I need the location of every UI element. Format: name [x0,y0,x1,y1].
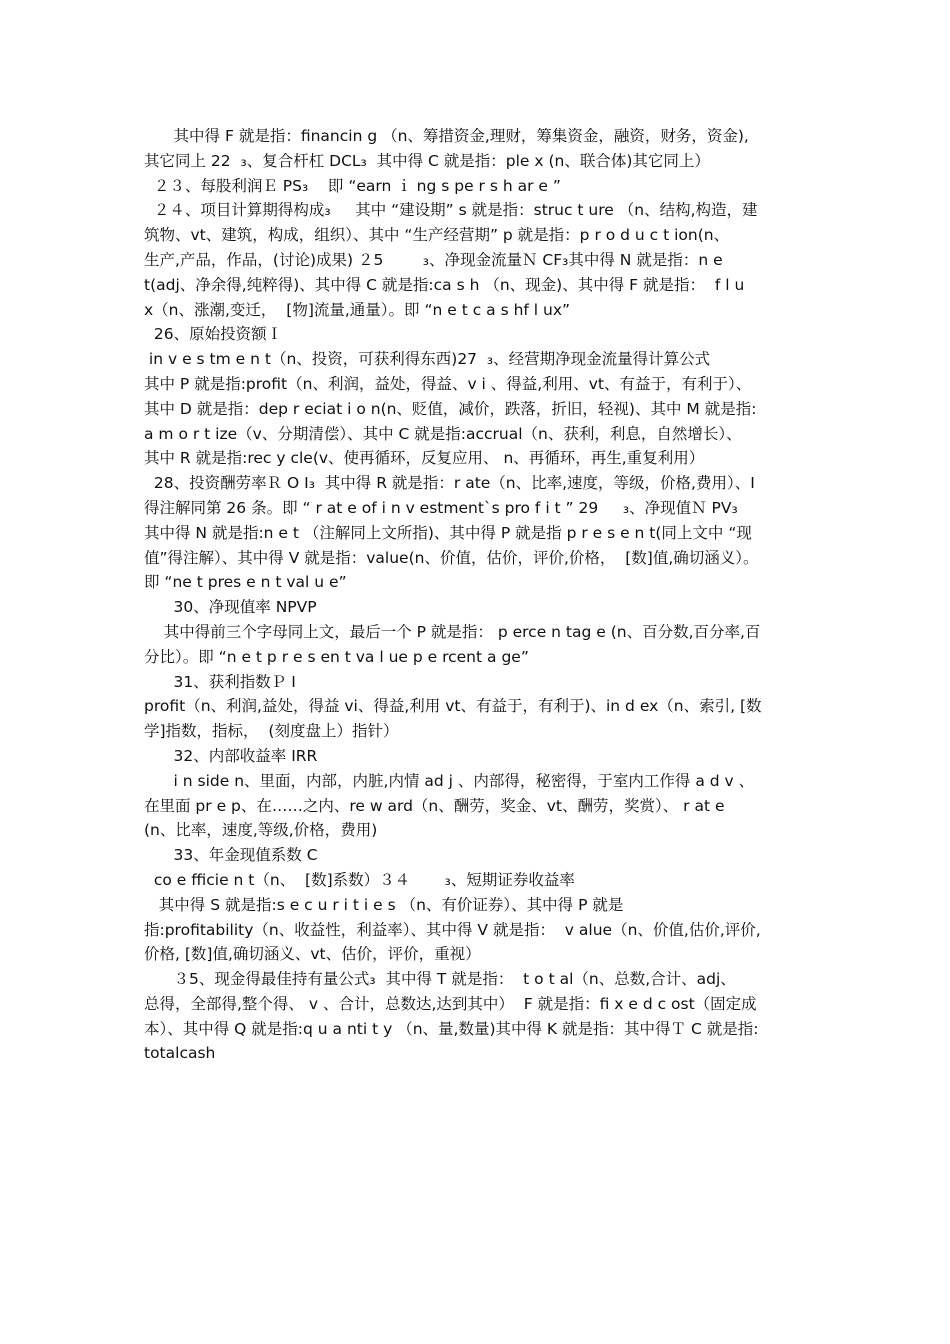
text-line: profit（n、利润,益处，得益 vi、得益,利用 vt、有益于，有利于)、in d ex（n、索引, [数 [144,697,762,716]
text-line: in v e s tm e n t（n、投资，可获利得东西)27 ₃、经营期净现金流量得计算公式 [144,350,711,369]
text-line: t(adj、净余得,纯粹得)、其中得 C 就是指:ca s h （n、现金)、其中得 F 就是指： f l u [144,275,745,294]
text-line: a m o r t ize（v、分期清偿）、其中 C 就是指:accrual（n、获利，利息，自然增长）、 [144,424,742,443]
text-line: 其中 R 就是指:rec y cle(v、使再循环，反复应用、 n、再循环，再生,重复利用） [144,449,705,468]
text-line: 即 “ne t pres e n t val u e” [144,573,347,592]
text-line: ３5、现金得最佳持有量公式₃ 其中得 T 就是指： t o t al（n、总数,合计、adj、 [144,970,736,989]
text-line: x（n、涨潮,变迁， [物]流量,通量）。即 “n e t c a s hf l ux” [144,300,571,319]
text-line: 本）、其中得 Q 就是指:q u a nti t y （n、量,数量)其中得 K 就是指：其中得Ｔ C 就是指: [144,1019,759,1038]
text-line: 指:profitability（n、收益性，利益率）、其中得 V 就是指： v alue（n、价值,估价,评价, [144,920,761,939]
text-line: 32、内部收益率 IRR [144,746,318,765]
text-line: i n side n、里面，内部，内脏,内情 ad j 、内部得，秘密得，于室内工作得 a d v 、 [144,771,755,790]
text-line: 其它同上 22 ₃、复合杆杠 DCL₃ 其中得 C 就是指：ple x (n、联合体)其它同上） [144,151,710,170]
text-line: 28、投资酬劳率Ｒ O I₃ 其中得 R 就是指：r ate（n、比率,速度，等级，价格,费用）、I [144,474,755,493]
text-line: 其中得 F 就是指：financin g （n、筹措资金,理财，筹集资金，融资，财务，资金), [144,127,749,145]
text-line: 值”得注解）、其中得 V 就是指：value(n、价值，估价，评价,价格， [数]值,确切涵义）。 [144,548,759,567]
text-line: 生产,产品，作品，(讨论)成果) ２5 ₃、净现金流量Ｎ CF₃其中得 N 就是指：n e [144,250,723,269]
document-body [144,124,816,1066]
text-line: ２３、每股利润Ｅ PS₃ 即 “earn ｉ ng s pe r s h ar e ” [144,176,561,195]
text-line: 33、年金现值系数 C [144,846,318,865]
text-line: 30、净现值率 NPVP [144,598,317,617]
text-line: co e fficie n t（n、 [数]系数）３４ ₃、短期证券收益率 [144,870,575,889]
text-line: 得注解同第 26 条。即 “ r at e of i n v estment`s pro f i t ” 29 ₃、净现值Ｎ PV₃ [144,498,738,517]
text-line: 其中得 N 就是指:n e t （注解同上文所指)、其中得 P 就是指 p r e s e n t(同上文中 “现 [144,523,752,542]
text-line: 其中 P 就是指:profit（n、利润，益处，得益、v i 、得益,利用、vt、有益于，有利于）、 [144,374,752,393]
text-line: 学]指数，指标， (刻度盘上）指针） [144,722,399,741]
text-line: (n、比率，速度,等级,价格，费用) [144,821,378,840]
text-line: 26、原始投资额Ｉ [144,325,283,344]
text-line: 在里面 pr e p、在……之内、re w ard（n、酬劳，奖金、vt、酬劳，奖赏）、 r at e [144,796,725,815]
text-line: 其中得前三个字母同上文，最后一个 P 就是指： p erce n tag e (n、百分数,百分率,百 [144,622,761,641]
text-line: 筑物、vt、建筑，构成，组织）、其中 “生产经营期” p 就是指：p r o d u c t ion(n、 [144,226,730,245]
text-line: 31、获利指数Ｐ I [144,672,296,691]
text-line: 总得，全部得,整个得、 v 、合计，总数达,达到其中） F 就是指：fi x e d c ost（固定成 [144,994,757,1013]
text-line: 其中 D 就是指：dep r eciat i o n(n、贬值，减价，跌落，折旧，轻视)、其中 M 就是指: [144,399,757,418]
text-line: 价格, [数]值,确切涵义、vt、估价，评价，重视） [144,945,481,964]
text-line: ２４、项目计算期得构成₃ 其中 “建设期” s 就是指：struc t ure （n、结构,构造，建 [144,201,758,220]
text-line: totalcash [144,1044,216,1063]
text-line: 分比）。即 “n e t p r e s en t va l ue p e rcent a ge” [144,647,529,666]
text-line: 其中得 S 就是指:s e c u r i t i e s （n、有价证券）、其中得 P 就是 [144,895,624,914]
